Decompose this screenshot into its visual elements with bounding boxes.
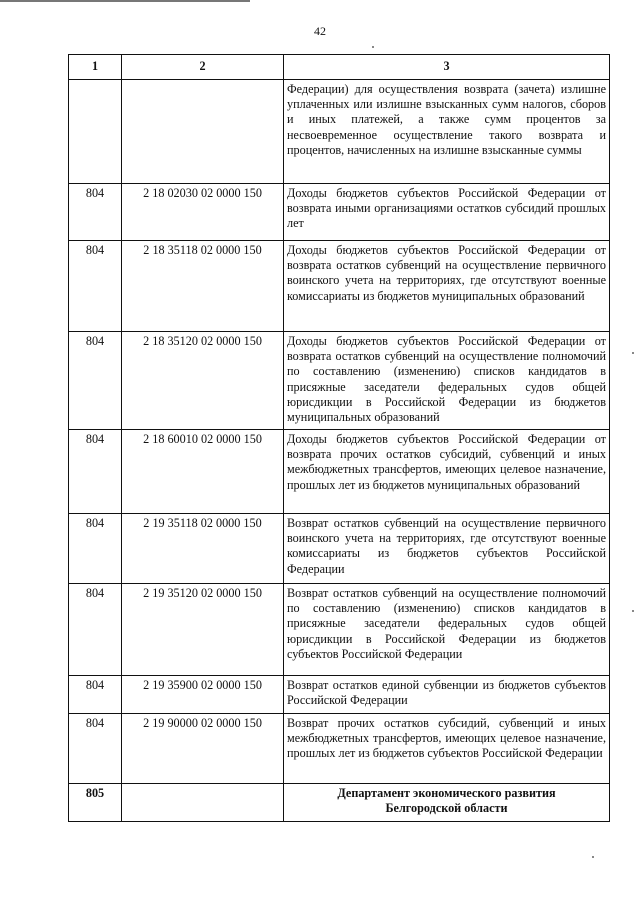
admin-code-cell: 804 — [69, 584, 122, 676]
admin-code-cell: 804 — [69, 332, 122, 430]
revenue-code-cell: 2 19 35118 02 0000 150 — [122, 514, 284, 584]
admin-code-cell: 804 — [69, 514, 122, 584]
scan-speck — [632, 352, 634, 354]
table-row — [69, 184, 610, 241]
table-row — [69, 584, 610, 676]
revenue-code-cell: 2 18 35120 02 0000 150 — [122, 332, 284, 430]
scan-speck — [592, 856, 594, 858]
admin-code-cell: 804 — [69, 241, 122, 332]
revenue-code-cell: 2 19 35120 02 0000 150 — [122, 584, 284, 676]
table-row — [69, 514, 610, 584]
admin-code-cell: 804 — [69, 676, 122, 714]
admin-code-cell: 804 — [69, 184, 122, 241]
revenue-code-cell: 2 18 60010 02 0000 150 — [122, 430, 284, 514]
admin-code-cell: 804 — [69, 430, 122, 514]
revenue-name-cell: Федерации) для осуществления возврата (зачета) излишне уплаченных или излишне взысканных сумм налогов, сборов и иных платежей, а также сумм процентов за несвоевременное осуществление такого возврата и процентов, начисленных на излишне взысканные суммы — [284, 80, 610, 184]
revenue-code-cell: 2 18 35118 02 0000 150 — [122, 241, 284, 332]
table-header-row — [69, 55, 610, 80]
table-row — [69, 714, 610, 784]
admin-code-cell: 804 — [69, 714, 122, 784]
department-admin-code: 805 — [69, 784, 122, 822]
revenue-name-cell: Возврат остатков субвенций на осуществление первичного воинского учета на территориях, где отсутствуют военные комиссариаты из бюджетов субъектов Российской Федерации — [284, 514, 610, 584]
scan-speck — [632, 610, 634, 612]
top-edge-line — [0, 0, 250, 2]
header-col-2: 2 — [122, 55, 284, 80]
revenue-name-cell: Доходы бюджетов субъектов Российской Федерации от возврата прочих остатков субсидий, субвенций и иных межбюджетных трансфертов, имеющих целевое назначение, прошлых лет из бюджетов муниципальных образований — [284, 430, 610, 514]
table-row — [69, 430, 610, 514]
header-col-3: 3 — [284, 55, 610, 80]
department-name-line-1: Департамент экономического развития — [337, 786, 556, 800]
revenue-name-cell: Доходы бюджетов субъектов Российской Федерации от возврата иными организациями остатков субсидий прошлых лет — [284, 184, 610, 241]
revenue-name-cell: Доходы бюджетов субъектов Российской Федерации от возврата остатков субвенций на осуществление полномочий по составлению (изменению) списков кандидатов в присяжные заседатели федеральных судов общей юрисдикции в Российской Федерации из бюджетов муниципальных образований — [284, 332, 610, 430]
revenue-code-cell: 2 19 90000 02 0000 150 — [122, 714, 284, 784]
admin-code-cell — [69, 80, 122, 184]
revenue-code-cell: 2 18 02030 02 0000 150 — [122, 184, 284, 241]
revenue-name-cell: Возврат прочих остатков субсидий, субвенций и иных межбюджетных трансфертов, имеющих целевое назначение, прошлых лет из бюджетов субъектов Российской Федерации — [284, 714, 610, 784]
revenue-code-cell — [122, 80, 284, 184]
department-name-line-2: Белгородской области — [385, 801, 508, 816]
revenue-name-cell: Доходы бюджетов субъектов Российской Федерации от возврата остатков субвенций на осуществление первичного воинского учета на территориях, где отсутствуют военные комиссариаты из бюджетов муниципальных образований — [284, 241, 610, 332]
table-row — [69, 332, 610, 430]
revenue-name-cell: Возврат остатков единой субвенции из бюджетов субъектов Российской Федерации — [284, 676, 610, 714]
table-row — [69, 676, 610, 714]
page-number: 42 — [314, 24, 326, 38]
department-row — [69, 784, 610, 822]
scan-speck — [372, 46, 374, 48]
revenue-codes-table — [68, 54, 610, 822]
revenue-code-cell: 2 19 35900 02 0000 150 — [122, 676, 284, 714]
header-col-1: 1 — [69, 55, 122, 80]
department-code-cell — [122, 784, 284, 822]
table-row — [69, 241, 610, 332]
table-row — [69, 80, 610, 184]
department-name-cell — [284, 784, 610, 822]
revenue-name-cell: Возврат остатков субвенций на осуществление полномочий по составлению (изменению) списков кандидатов в присяжные заседатели федеральных судов общей юрисдикции в Российской Федерации из бюджетов субъектов Российской Федерации — [284, 584, 610, 676]
